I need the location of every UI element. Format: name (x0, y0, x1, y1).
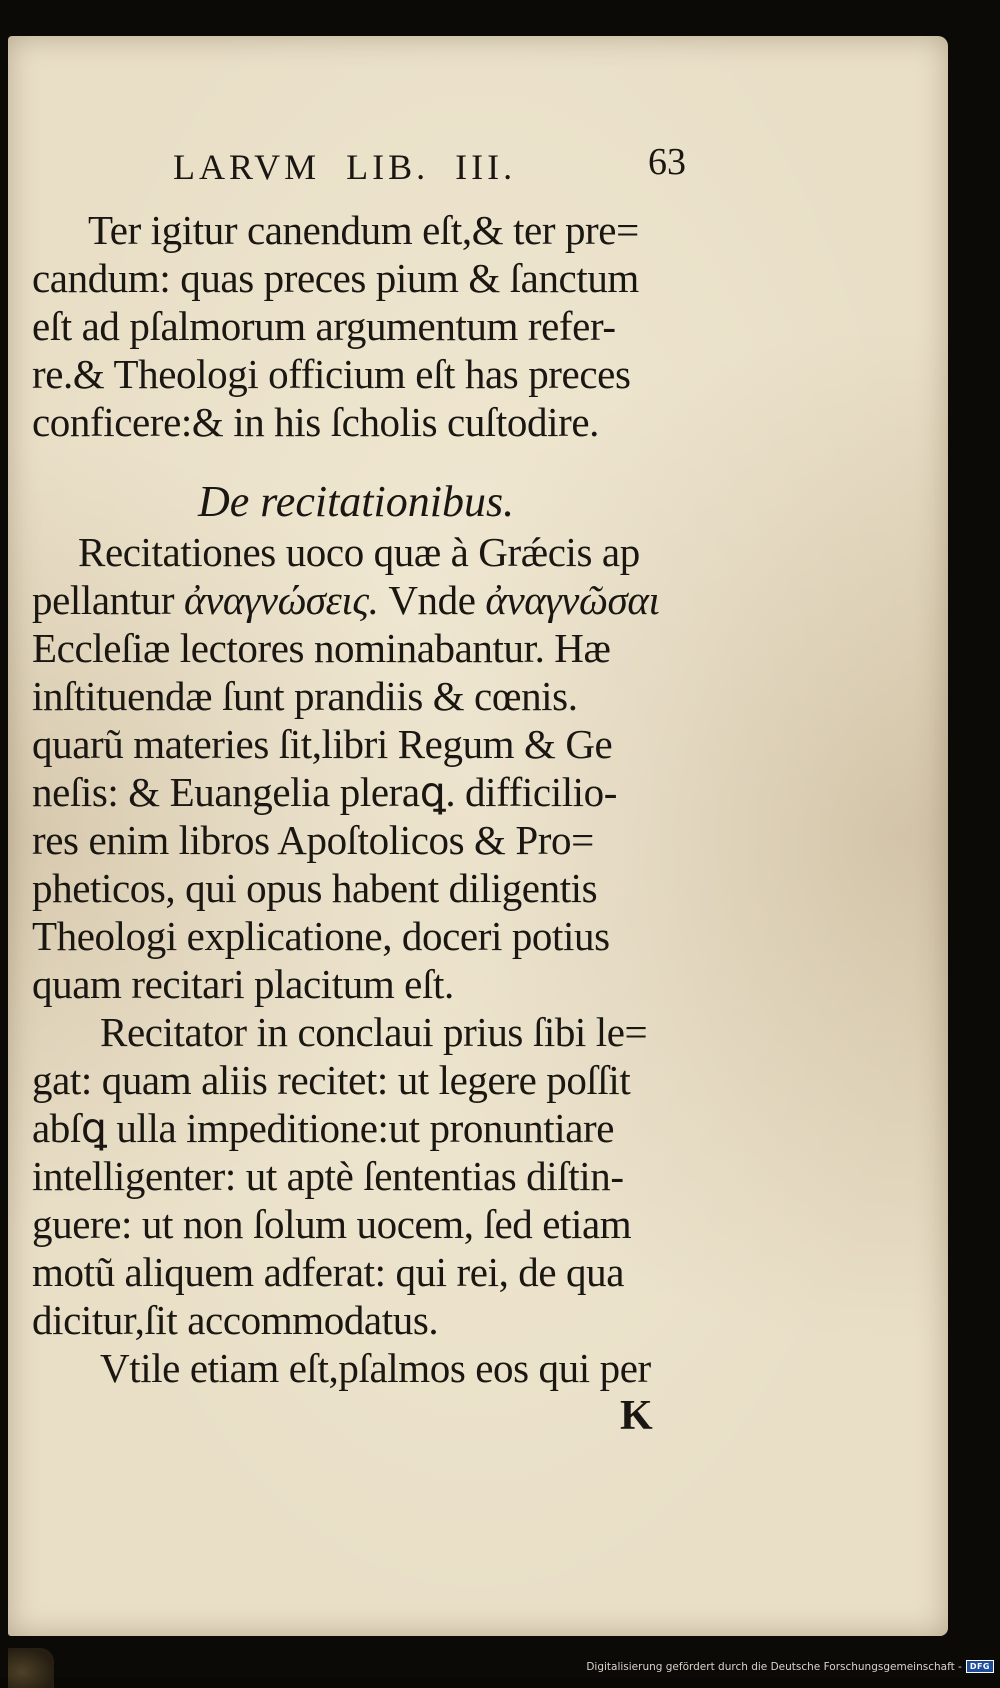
section-heading: De recitationibus. (198, 477, 515, 526)
text-line: Eccleſiæ lectores nominabantur. Hæ (32, 625, 611, 671)
text-line: res enim libros Apoſtolicos & Pro= (32, 817, 594, 863)
book-page (8, 36, 948, 1636)
text-line: motũ aliquem adferat: qui rei, de qua (32, 1249, 625, 1295)
text-line: quam recitari placitum eſt. (32, 961, 454, 1007)
text-line: Recitator in conclaui prius ſibi le= (100, 1009, 648, 1055)
page-number: 63 (648, 141, 686, 183)
text-segment: pellantur (32, 577, 175, 623)
credit-text: Digitalisierung gefördert durch die Deutsche Forschungsgemeinschaft - (586, 1660, 962, 1673)
text-line: pheticos, qui opus habent diligentis (32, 865, 598, 911)
text-line: Theologi explicatione, doceri potius (32, 913, 610, 959)
text-line: gat: quam aliis recitet: ut legere poſſit (32, 1057, 631, 1103)
catchword: K (620, 1393, 653, 1439)
text-segment: Vnde (388, 577, 476, 623)
greek-word: ἀναγνῶσαι (485, 577, 660, 623)
text-line: dicitur,ſit accommodatus. (32, 1297, 439, 1343)
text-line: neſis: & Euangelia pleraꝗ. difficilio- (32, 769, 618, 815)
text-line: intelligenter: ut aptè ſententias diſtin- (32, 1153, 624, 1199)
text-line: inſtituendæ ſunt prandiis & cœnis. (32, 673, 578, 719)
text-line: abſꝗ ulla impeditione:ut pronuntiare (32, 1105, 615, 1151)
text-line: Ter igitur canendum eſt,& ter pre= (88, 207, 639, 253)
greek-word: ἀναγνώσεις. (183, 577, 379, 623)
digitization-credit (586, 1660, 994, 1673)
text-line: candum: quas preces pium & ſanctum (32, 255, 639, 301)
text-line: quarũ materies ſit,libri Regum & Ge (32, 721, 613, 767)
page-corner-stain (8, 1648, 54, 1688)
text-line: guere: ut non ſolum uocem, ſed etiam (32, 1201, 632, 1247)
page-text (8, 36, 948, 1636)
text-line: Vtile etiam eſt,pſalmos eos qui per (100, 1345, 651, 1391)
text-line: re.& Theologi officium eſt has preces (32, 351, 631, 397)
text-line: conficere:& in his ſcholis cuſtodire. (32, 399, 600, 445)
running-title: LARVM LIB. III. (173, 147, 517, 187)
text-line: Recitationes uoco quæ à Grǽcis ap (78, 529, 640, 575)
text-line: eſt ad pſalmorum argumentum refer- (32, 303, 616, 349)
dfg-logo: DFG (966, 1660, 994, 1673)
text-line (32, 576, 659, 624)
